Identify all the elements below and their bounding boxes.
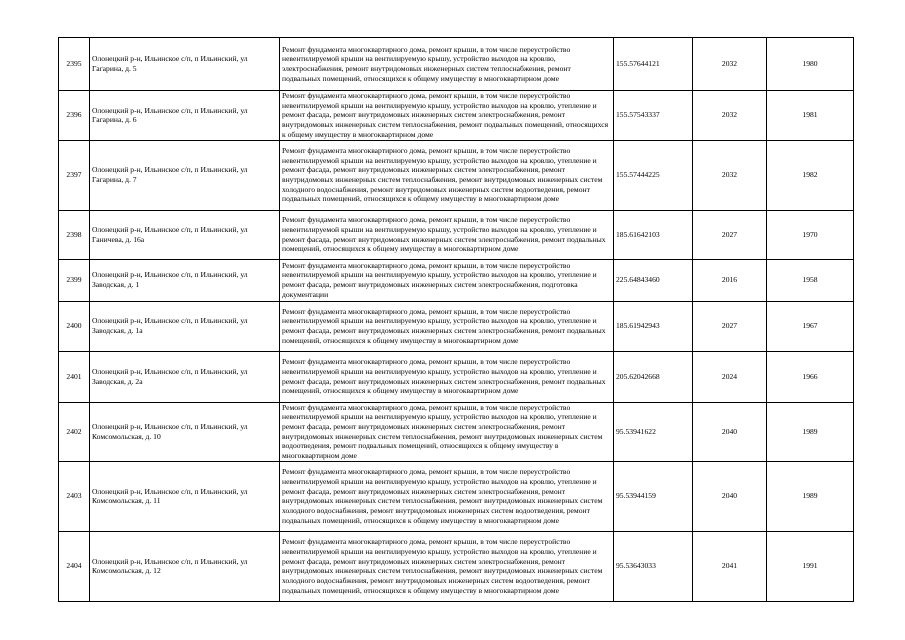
row-number: 2402 [59, 402, 90, 461]
cost-cell: 185.61642103 [614, 210, 693, 259]
cost-cell: 95.53643033 [614, 531, 693, 601]
works-cell: Ремонт фундамента многоквартирного дома, ремонт крыши, в том числе переустройство невентилируемой крыши на вентилируемую крышу, устройство выходов на кровлю, утепление и ремонт фасада, ремонт внутридомовых инженерных систем электроснабжения, ремонт внутридомовых инженерных систем теплоснабжения, ремонт внутридомовых инженерных систем холодного водоснабжения, ремонт внутридомовых инженерных систем водоотведения, ремонт подвальных помещений, относящихся к общему имуществу в многоквартирном доме [280, 461, 614, 531]
cost-cell: 225.64843460 [614, 259, 693, 301]
row-number: 2397 [59, 140, 90, 210]
address-cell: Олонецкий р-н, Ильинское с/п, п Ильинский, ул Комсомольская, д. 10 [90, 402, 280, 461]
housing-repair-table [58, 37, 854, 602]
built-year-cell: 1989 [767, 402, 854, 461]
address-cell: Олонецкий р-н, Ильинское с/п, п Ильинский, ул Гагарина, д. 6 [90, 91, 280, 141]
works-cell: Ремонт фундамента многоквартирного дома, ремонт крыши, в том числе переустройство невентилируемой крыши на вентилируемую крышу, устройство выходов на кровлю, утепление и ремонт фасада, ремонт внутридомовых инженерных систем электроснабжения, ремонт внутридомовых инженерных систем теплоснабжения, ремонт подвальных помещений, относящихся к общему имуществу в многоквартирном доме [280, 91, 614, 141]
address-cell: Олонецкий р-н, Ильинское с/п, п Ильинский, ул Комсомольская, д. 11 [90, 461, 280, 531]
row-number: 2403 [59, 461, 90, 531]
cost-cell: 95.53941622 [614, 402, 693, 461]
works-cell: Ремонт фундамента многоквартирного дома, ремонт крыши, в том числе переустройство невентилируемой крыши на вентилируемую крышу, устройство выходов на кровлю, утепление и ремонт фасада, ремонт внутридомовых инженерных систем электроснабжения, ремонт внутридомовых инженерных систем теплоснабжения, ремонт внутридомовых инженерных систем холодного водоснабжения, ремонт внутридомовых инженерных систем водоотведения, ремонт подвальных помещений, относящихся к общему имуществу в многоквартирном доме [280, 531, 614, 601]
cost-cell: 155.57543337 [614, 91, 693, 141]
works-cell: Ремонт фундамента многоквартирного дома, ремонт крыши, в том числе переустройство невентилируемой крыши на вентилируемую крышу, устройство выходов на кровлю, утепление и ремонт фасада, ремонт внутридомовых инженерных систем электроснабжения, ремонт подвальных помещений, относящихся к общему имуществу в многоквартирном доме [280, 351, 614, 402]
cost-cell: 155.57644121 [614, 38, 693, 91]
planned-year-cell: 2016 [693, 259, 767, 301]
planned-year-cell: 2041 [693, 531, 767, 601]
cost-cell: 185.61942943 [614, 301, 693, 351]
built-year-cell: 1967 [767, 301, 854, 351]
address-cell: Олонецкий р-н, Ильинское с/п, п Ильинский, ул Ганичева, д. 16а [90, 210, 280, 259]
built-year-cell: 1966 [767, 351, 854, 402]
cost-cell: 205.62042668 [614, 351, 693, 402]
table-row [59, 38, 854, 91]
built-year-cell: 1958 [767, 259, 854, 301]
address-cell: Олонецкий р-н, Ильинское с/п, п Ильинский, ул Заводская, д. 1а [90, 301, 280, 351]
table-row [59, 91, 854, 141]
planned-year-cell: 2032 [693, 140, 767, 210]
works-cell: Ремонт фундамента многоквартирного дома, ремонт крыши, в том числе переустройство невентилируемой крыши на вентилируемую крышу, устройство выходов на кровлю, утепление и ремонт фасада, ремонт внутридомовых инженерных систем электроснабжения, ремонт подвальных помещений, относящихся к общему имуществу в многоквартирном доме [280, 301, 614, 351]
planned-year-cell: 2027 [693, 210, 767, 259]
built-year-cell: 1980 [767, 38, 854, 91]
works-cell: Ремонт фундамента многоквартирного дома, ремонт крыши, в том числе переустройство невентилируемой крыши на вентилируемую крышу, устройство выходов на кровлю, утепление и ремонт фасада, ремонт внутридомовых инженерных систем электроснабжения, ремонт внутридомовых инженерных систем теплоснабжения, ремонт внутридомовых инженерных систем холодного водоснабжения, ремонт внутридомовых инженерных систем водоотведения, ремонт подвальных помещений, относящихся к общему имуществу в многоквартирном доме [280, 140, 614, 210]
planned-year-cell: 2040 [693, 461, 767, 531]
table-row [59, 259, 854, 301]
address-cell: Олонецкий р-н, Ильинское с/п, п Ильинский, ул Гагарина, д. 7 [90, 140, 280, 210]
table-body [59, 38, 854, 602]
row-number: 2401 [59, 351, 90, 402]
row-number: 2395 [59, 38, 90, 91]
built-year-cell: 1991 [767, 531, 854, 601]
table-row [59, 351, 854, 402]
built-year-cell: 1989 [767, 461, 854, 531]
row-number: 2404 [59, 531, 90, 601]
planned-year-cell: 2024 [693, 351, 767, 402]
works-cell: Ремонт фундамента многоквартирного дома, ремонт крыши, в том числе переустройство невентилируемой крыши на вентилируемую крышу, устройство выходов на кровлю, утепление и ремонт фасада, ремонт внутридомовых инженерных систем электроснабжения, ремонт внутридомовых инженерных систем теплоснабжения, ремонт внутридомовых инженерных систем водоотведения, ремонт подвальных помещений, относящихся к общему имуществу в многоквартирном доме [280, 402, 614, 461]
row-number: 2400 [59, 301, 90, 351]
planned-year-cell: 2040 [693, 402, 767, 461]
address-cell: Олонецкий р-н, Ильинское с/п, п Ильинский, ул Гагарина, д. 5 [90, 38, 280, 91]
built-year-cell: 1970 [767, 210, 854, 259]
row-number: 2396 [59, 91, 90, 141]
table-row [59, 301, 854, 351]
table-row [59, 461, 854, 531]
built-year-cell: 1982 [767, 140, 854, 210]
cost-cell: 155.57444225 [614, 140, 693, 210]
row-number: 2398 [59, 210, 90, 259]
planned-year-cell: 2032 [693, 91, 767, 141]
table-row [59, 210, 854, 259]
row-number: 2399 [59, 259, 90, 301]
planned-year-cell: 2032 [693, 38, 767, 91]
table-row [59, 140, 854, 210]
address-cell: Олонецкий р-н, Ильинское с/п, п Ильинский, ул Заводская, д. 1 [90, 259, 280, 301]
works-cell: Ремонт фундамента многоквартирного дома, ремонт крыши, в том числе переустройство невентилируемой крыши на вентилируемую крышу, устройство выходов на кровлю, утепление и ремонт фасада, ремонт внутридомовых инженерных систем электроснабжения, ремонт подвальных помещений, относящихся к общему имуществу в многоквартирном доме [280, 210, 614, 259]
table-row [59, 402, 854, 461]
table-row [59, 531, 854, 601]
cost-cell: 95.53944159 [614, 461, 693, 531]
address-cell: Олонецкий р-н, Ильинское с/п, п Ильинский, ул Комсомольская, д. 12 [90, 531, 280, 601]
address-cell: Олонецкий р-н, Ильинское с/п, п Ильинский, ул Заводская, д. 2а [90, 351, 280, 402]
works-cell: Ремонт фундамента многоквартирного дома, ремонт крыши, в том числе переустройство невентилируемой крыши на вентилируемую крышу, устройство выходов на кровлю, электроснабжения, ремонт внутридомовых инженерных систем теплоснабжения, ремонт подвальных помещений, относящихся к общему имуществу в многоквартирном доме [280, 38, 614, 91]
built-year-cell: 1981 [767, 91, 854, 141]
planned-year-cell: 2027 [693, 301, 767, 351]
works-cell: Ремонт фундамента многоквартирного дома, ремонт крыши, в том числе переустройство невентилируемой крыши на вентилируемую крышу, устройство выходов на кровлю, утепление и ремонт фасада, ремонт внутридомовых инженерных систем электроснабжения, подготовка документации [280, 259, 614, 301]
